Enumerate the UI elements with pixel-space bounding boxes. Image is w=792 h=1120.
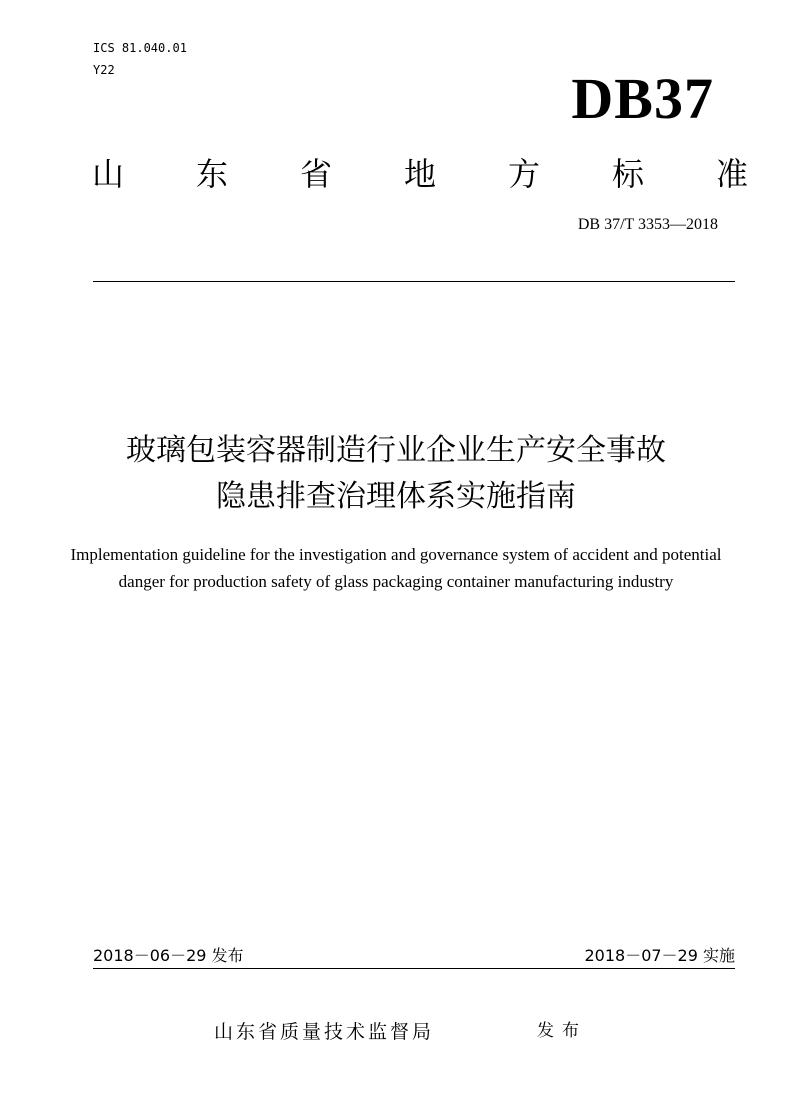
standard-type-char: 准 — [715, 155, 748, 193]
standard-number: DB 37/T 3353—2018 — [577, 216, 718, 233]
standard-type-char: 东 — [195, 155, 228, 193]
standard-code: DB37 — [571, 66, 714, 131]
issuing-authority: 山东省质量技术监督局 — [214, 1021, 435, 1043]
standard-type-char: 方 — [507, 155, 540, 193]
bottom-divider — [93, 968, 735, 969]
title-en: Implementation guideline for the investigation and governance system of accident and potential danger for production safety of glass packaging container manufacturing industry — [70, 545, 722, 591]
standard-type-char: 地 — [403, 155, 436, 193]
issued-label: 发布 — [537, 1021, 587, 1041]
standard-type-char: 标 — [611, 155, 644, 193]
ics-code: ICS 81.040.01 — [93, 41, 187, 55]
standard-type-heading — [90, 152, 750, 196]
issue-date: 2018－06－29 发布 — [93, 946, 244, 965]
standard-type-char: 山 — [91, 155, 124, 193]
implementation-date: 2018－07－29 实施 — [584, 946, 735, 965]
standard-type-char: 省 — [299, 155, 332, 193]
title-cn-line1: 玻璃包装容器制造行业企业生产安全事故 — [126, 433, 666, 468]
classification-code: Y22 — [93, 63, 115, 77]
top-divider — [93, 281, 735, 282]
title-cn-line2: 隐患排查治理体系实施指南 — [216, 479, 576, 514]
